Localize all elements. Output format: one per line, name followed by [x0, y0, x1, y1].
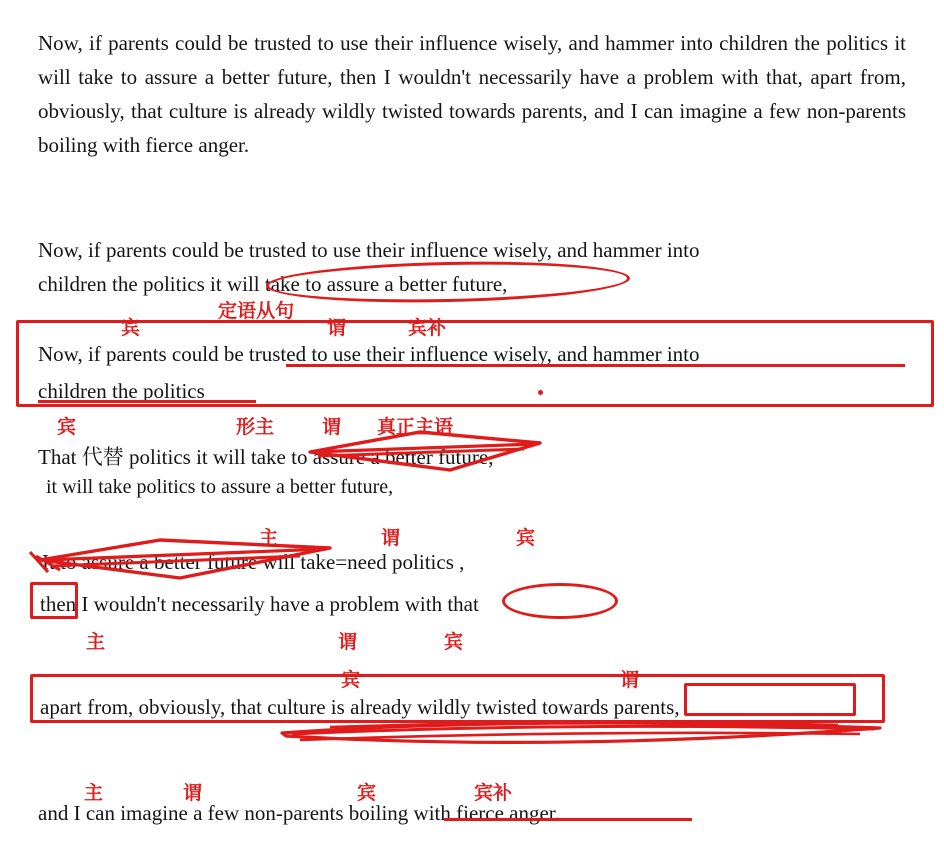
analysis-line-8: then I wouldn't necessarily have a problem with that [40, 592, 479, 616]
source-paragraph: Now, if parents could be trusted to use their influence wisely, and hammer into children the politics it will take to assure a better future, then I wouldn't necessarily have a problem with that, apart from, obviously, that culture is already wildly twisted towards parents, and I can imagine a few non-parents boiling with fierce anger. [38, 31, 906, 157]
underline-object-complement [286, 364, 905, 367]
label-wei-6: 谓 [183, 782, 203, 804]
label-zhu-3: 主 [84, 782, 104, 804]
analysis-line-9: apart from, obviously, that culture is already wildly twisted towards parents, [40, 695, 680, 719]
label-wei-3: 谓 [381, 527, 401, 549]
label-wei-4: 谓 [338, 631, 358, 653]
analysis-line-1: Now, if parents could be trusted to use their influence wisely, and hammer into [38, 238, 700, 262]
label-xingzhu: 形主 [236, 416, 275, 438]
label-bin-1: 宾 [121, 317, 141, 339]
label-bin-4: 宾 [444, 631, 464, 653]
box-towards-parents [684, 683, 856, 716]
label-binbu-1: 宾补 [408, 317, 447, 339]
analysis-line-6: it will take politics to assure a better future, [46, 476, 394, 498]
label-wei-1: 谓 [327, 317, 347, 339]
analysis-line-4: children the politics [38, 379, 205, 403]
analysis-line-3: Now, if parents could be trusted to use their influence wisely, and hammer into [38, 342, 700, 366]
label-bin-6: 宾 [357, 782, 377, 804]
label-zhu-1: 主 [259, 527, 279, 549]
analysis-line-5: That 代替 politics it will take to assure a better future, [38, 445, 494, 469]
dot-mark [538, 390, 543, 395]
label-bin-3: 宾 [516, 527, 536, 549]
label-zhenzhengzhuyu: 真正主语 [377, 416, 454, 438]
box-then [30, 582, 78, 619]
ellipse-with-that [502, 583, 618, 619]
label-binbu-2: 宾补 [474, 782, 513, 804]
label-wei-2: 谓 [322, 416, 342, 438]
analysis-line-10: and I can imagine a few non-parents boiling with fierce anger. [38, 801, 560, 825]
ellipse-relative-clause [266, 258, 631, 306]
label-dingyu-congju: 定语从句 [218, 300, 295, 322]
analysis-line-7: It to assure a better future will take=need politics , [42, 550, 465, 574]
analysis-line-2: children the politics it will take to assure a better future, [38, 272, 508, 296]
underline-boiling-with-fierce-anger [444, 818, 692, 821]
label-zhu-2: 主 [86, 631, 106, 653]
label-bin-5: 宾 [341, 669, 361, 691]
label-bin-2: 宾 [57, 416, 77, 438]
label-wei-5: 谓 [620, 669, 640, 691]
underline-children-the-politics [38, 400, 256, 403]
